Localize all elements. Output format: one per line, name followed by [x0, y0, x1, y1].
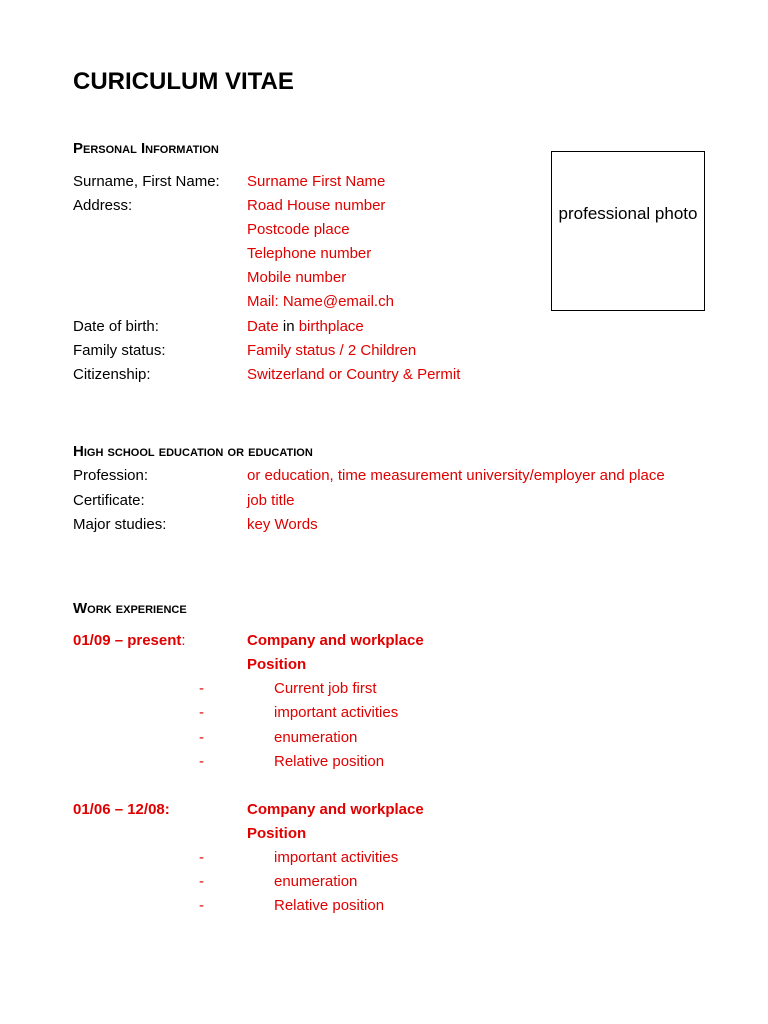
job-1-item-3: enumeration — [274, 729, 358, 746]
date-of-birth-value — [247, 318, 364, 335]
job-1-bullet-4: - — [199, 753, 204, 770]
family-status-value: Family status / 2 Children — [247, 342, 417, 359]
photo-placeholder — [551, 151, 705, 311]
date-of-birth-label: Date of birth: — [73, 318, 159, 335]
mobile-value: Mobile number — [247, 269, 347, 286]
job-2-bullet-1: - — [199, 849, 204, 866]
certificate-value: job title — [247, 492, 295, 509]
citizenship-label: Citizenship: — [73, 366, 151, 383]
major-studies-value: key Words — [247, 516, 318, 533]
job-2-position: Position — [247, 825, 307, 842]
job-1-bullet-3: - — [199, 729, 204, 746]
education-heading: High school education or education — [73, 443, 313, 460]
job-1-date-range: 01/09 – present — [73, 632, 182, 649]
email-value: Mail: Name@email.ch — [247, 293, 394, 310]
job-1-item-2: important activities — [274, 704, 399, 721]
major-studies-label: Major studies: — [73, 516, 167, 533]
surname-label: Surname, First Name: — [73, 173, 220, 190]
profession-value: or education, time measurement university/employer and place — [247, 467, 665, 484]
job-1-date-colon: : — [181, 632, 186, 649]
certificate-label: Certificate: — [73, 492, 145, 509]
job-1-company: Company and workplace — [247, 632, 424, 649]
job-1-date — [73, 632, 186, 649]
job-2-bullet-3: - — [199, 897, 204, 914]
birth-date-text: Date — [247, 318, 279, 335]
job-1-bullet-2: - — [199, 704, 204, 721]
family-status-label: Family status: — [73, 342, 166, 359]
address-label: Address: — [73, 197, 133, 214]
address-street-value: Road House number — [247, 197, 386, 214]
job-2-item-1: important activities — [274, 849, 399, 866]
telephone-value: Telephone number — [247, 245, 372, 262]
citizenship-value: Switzerland or Country & Permit — [247, 366, 461, 383]
job-1-position: Position — [247, 656, 307, 673]
address-postcode-value: Postcode place — [247, 221, 350, 238]
job-1-item-4: Relative position — [274, 753, 385, 770]
photo-placeholder-text: professional photo — [558, 204, 698, 223]
job-2-date: 01/06 – 12/08: — [73, 801, 170, 818]
job-2-company: Company and workplace — [247, 801, 424, 818]
surname-value: Surname First Name — [247, 173, 386, 190]
profession-label: Profession: — [73, 467, 149, 484]
job-2-item-3: Relative position — [274, 897, 385, 914]
job-2-item-2: enumeration — [274, 873, 358, 890]
job-1-item-1: Current job first — [274, 680, 377, 697]
job-1-bullet-1: - — [199, 680, 204, 697]
personal-information-heading: Personal Information — [73, 140, 219, 157]
work-experience-heading: Work experience — [73, 600, 187, 617]
cv-title: CURICULUM VITAE — [73, 68, 294, 95]
birthplace-text: birthplace — [298, 318, 364, 335]
birth-in-text: in — [282, 318, 295, 335]
job-2-bullet-2: - — [199, 873, 204, 890]
